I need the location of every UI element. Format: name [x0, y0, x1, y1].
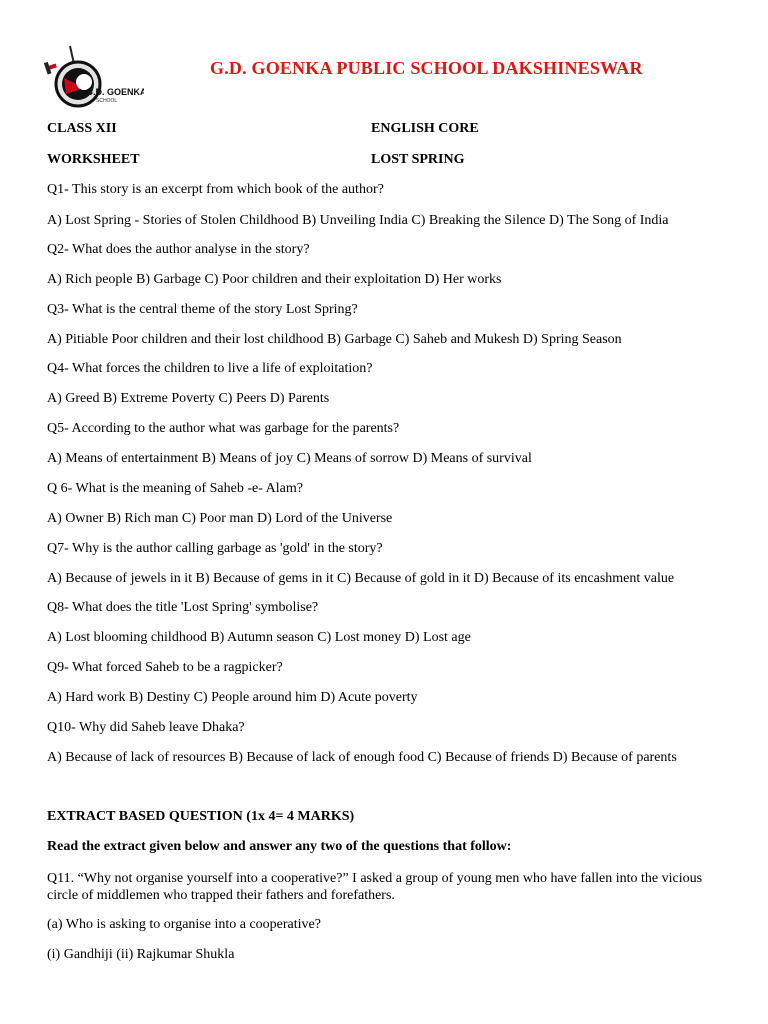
extract-instruction: Read the extract given below and answer any two of the questions that follow:	[47, 839, 512, 854]
school-title: G.D. GOENKA PUBLIC SCHOOL DAKSHINESWAR	[210, 58, 643, 78]
question-text: Q10- Why did Saheb leave Dhaka?	[47, 720, 245, 735]
extract-sub-options: (i) Gandhiji (ii) Rajkumar Shukla	[47, 947, 235, 962]
answer-options: A) Hard work B) Destiny C) People around him D) Acute poverty	[47, 690, 418, 705]
question-text: Q5- According to the author what was garbage for the parents?	[47, 421, 400, 436]
question-text: Q8- What does the title 'Lost Spring' symbolise?	[47, 600, 319, 615]
extract-sub-question: (a) Who is asking to organise into a cooperative?	[47, 917, 321, 932]
question-text: Q1- This story is an excerpt from which book of the author?	[47, 182, 384, 197]
extract-heading: EXTRACT BASED QUESTION (1x 4= 4 MARKS)	[47, 809, 355, 824]
answer-options: A) Greed B) Extreme Poverty C) Peers D) Parents	[47, 391, 330, 406]
logo-subtext: SCHOOL	[96, 98, 118, 104]
question-text: Q 6- What is the meaning of Saheb -e- Alam?	[47, 481, 303, 496]
answer-options: A) Pitiable Poor children and their lost childhood B) Garbage C) Saheb and Mukesh D) Spring Season	[47, 332, 622, 347]
answer-options: A) Lost blooming childhood B) Autumn season C) Lost money D) Lost age	[47, 630, 471, 645]
question-text: Q4- What forces the children to live a life of exploitation?	[47, 361, 373, 376]
extract-q11: Q11. “Why not organise yourself into a cooperative?” I asked a group of young men who have fallen into the vicious circle of middlemen who trapped their fathers and forefathers.	[47, 871, 703, 903]
logo-text: G.D. GOENKA	[86, 87, 144, 97]
doc-type-label: WORKSHEET	[47, 152, 140, 167]
question-text: Q7- Why is the author calling garbage as 'gold' in the story?	[47, 541, 383, 556]
question-text: Q9- What forced Saheb to be a ragpicker?	[47, 660, 283, 675]
answer-options: A) Owner B) Rich man C) Poor man D) Lord of the Universe	[47, 511, 393, 526]
class-label: CLASS XII	[47, 121, 117, 136]
question-text: Q2- What does the author analyse in the story?	[47, 242, 310, 257]
school-logo	[44, 38, 144, 116]
answer-options: A) Because of jewels in it B) Because of gems in it C) Because of gold in it D) Because of its encashment value	[47, 571, 675, 586]
answer-options: A) Because of lack of resources B) Because of lack of enough food C) Because of friends D) Because of parents	[47, 750, 677, 765]
answer-options: A) Means of entertainment B) Means of joy C) Means of sorrow D) Means of survival	[47, 451, 532, 466]
subject-label: ENGLISH CORE	[371, 121, 479, 136]
question-text: Q3- What is the central theme of the story Lost Spring?	[47, 302, 358, 317]
answer-options: A) Rich people B) Garbage C) Poor children and their exploitation D) Her works	[47, 272, 502, 287]
answer-options: A) Lost Spring - Stories of Stolen Childhood B) Unveiling India C) Breaking the Silence D) The Song of India	[47, 213, 669, 228]
chapter-label: LOST SPRING	[371, 152, 465, 167]
